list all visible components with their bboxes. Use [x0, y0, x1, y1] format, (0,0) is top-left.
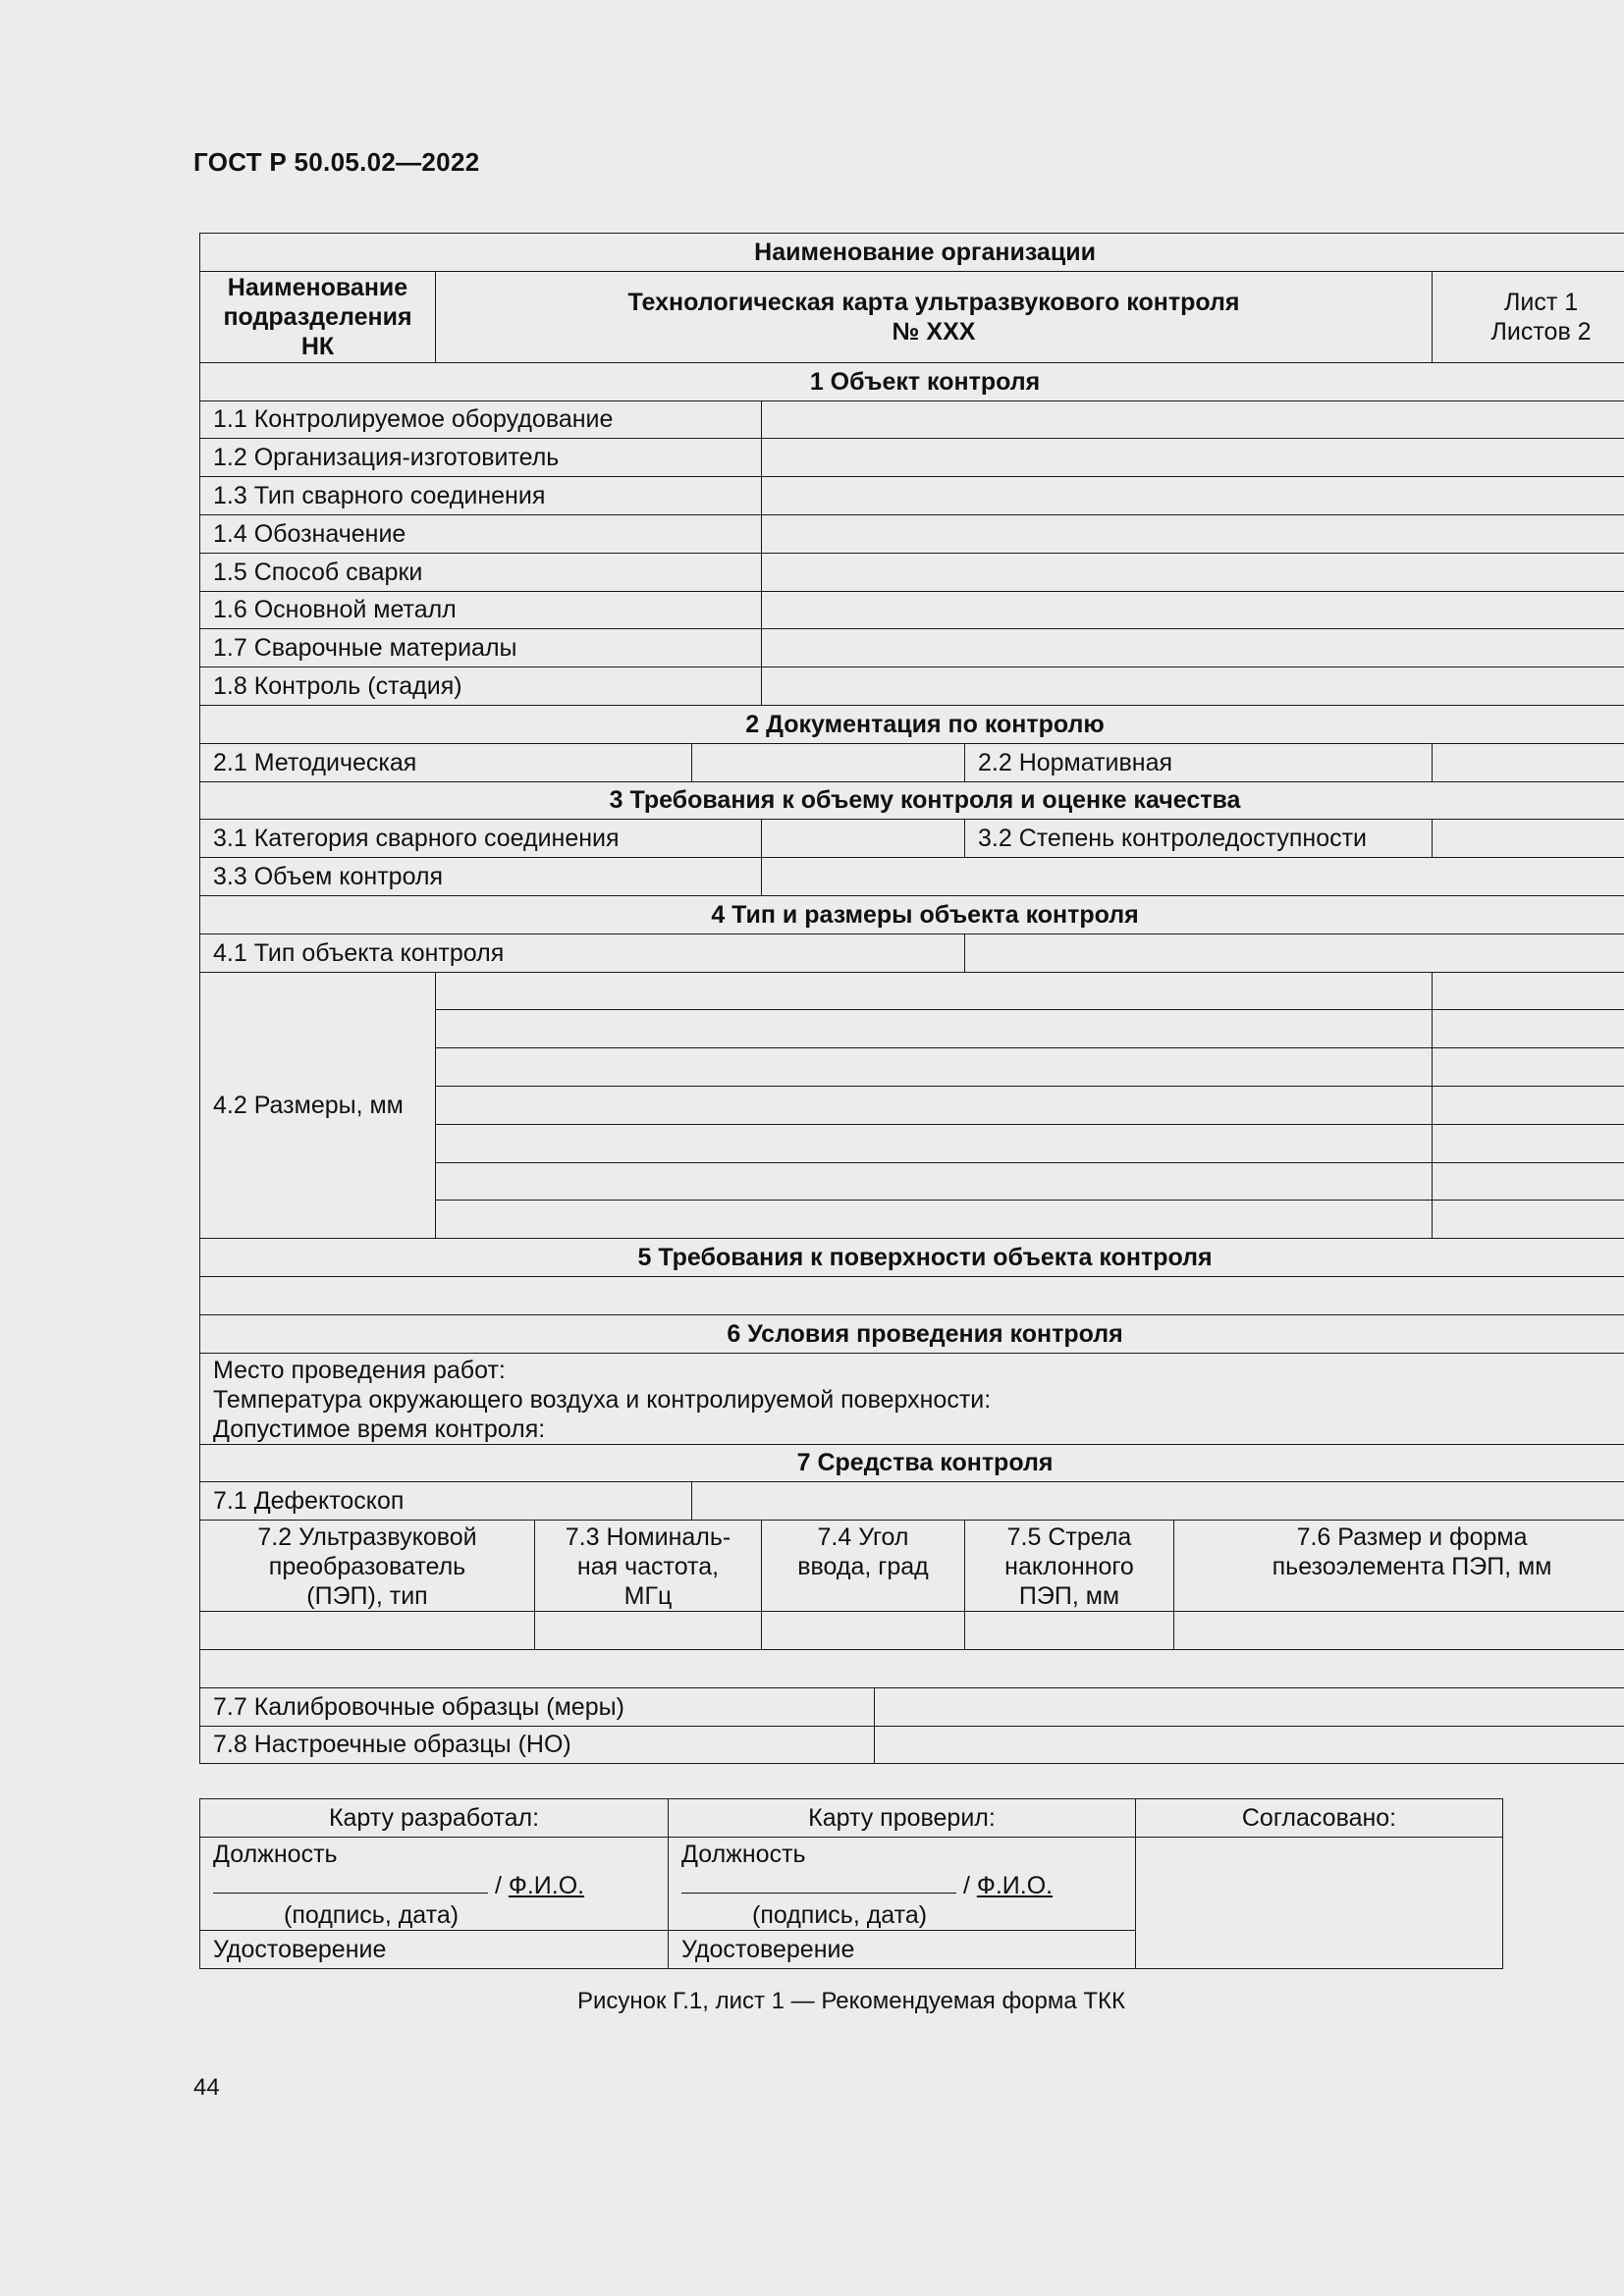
header-line: преобразователь	[268, 1553, 466, 1581]
work-place-line: Место проведения работ:	[213, 1356, 506, 1384]
control-volume-label: 3.3 Объем контроля	[200, 858, 762, 896]
sheets-total: Листов 2	[1490, 317, 1592, 346]
allowed-time-line: Допустимое время контроля:	[213, 1415, 546, 1443]
header-line: 7.3 Номиналь-	[565, 1523, 731, 1552]
entry-angle-value[interactable]	[762, 1612, 965, 1650]
signature-line-row: / Ф.И.О.	[213, 1869, 655, 1900]
dept-name-cell	[200, 271, 436, 362]
fio-label: Ф.И.О.	[976, 1871, 1054, 1899]
sign-date-label: (подпись, дата)	[752, 1900, 928, 1929]
size-value-cell[interactable]	[1433, 972, 1624, 1010]
s1-row-label: 1.8 Контроль (стадия)	[200, 667, 762, 706]
size-value-cell[interactable]	[1433, 1086, 1624, 1124]
section-1-title: 1 Объект контроля	[200, 362, 1624, 400]
section-4-title: 4 Тип и размеры объекта контроля	[200, 895, 1624, 934]
s1-row-value[interactable]	[762, 667, 1624, 706]
s1-row-label: 1.7 Сварочные материалы	[200, 629, 762, 667]
size-value-cell[interactable]	[1433, 1124, 1624, 1162]
header-line: (ПЭП), тип	[306, 1582, 428, 1611]
tuning-samples-label: 7.8 Настроечные образцы (НО)	[200, 1726, 875, 1764]
frequency-header	[535, 1521, 762, 1612]
s1-row-label: 1.4 Обозначение	[200, 514, 762, 553]
methodical-doc-label: 2.1 Методическая	[200, 743, 692, 781]
normative-doc-value[interactable]	[1433, 743, 1624, 781]
size-param-cell[interactable]	[436, 1086, 1433, 1124]
header-line: ПЭП, мм	[1018, 1582, 1120, 1611]
developed-by-header: Карту разработал:	[200, 1799, 669, 1838]
section-2-title: 2 Документация по контролю	[200, 705, 1624, 743]
fio-label: Ф.И.О.	[508, 1871, 585, 1899]
size-value-cell[interactable]	[1433, 1010, 1624, 1048]
entry-angle-header	[762, 1521, 965, 1612]
s1-row-label: 1.2 Организация-изготовитель	[200, 439, 762, 477]
dept-line: подразделения	[223, 302, 412, 331]
position-label: Должность	[213, 1840, 338, 1868]
s1-row-value[interactable]	[762, 477, 1624, 515]
probe-type-header	[200, 1521, 535, 1612]
s1-row-label: 1.1 Контролируемое оборудование	[200, 400, 762, 439]
flaw-detector-value[interactable]	[692, 1482, 1624, 1521]
temperature-line: Температура окружающего воздуха и контролируемой поверхности:	[213, 1385, 992, 1414]
probe-type-value[interactable]	[200, 1612, 535, 1650]
size-param-cell[interactable]	[436, 972, 1433, 1010]
size-param-cell[interactable]	[436, 1124, 1433, 1162]
checker-certificate: Удостоверение	[669, 1930, 1136, 1968]
agreed-header: Согласовано:	[1136, 1799, 1503, 1838]
surface-requirements-value[interactable]	[200, 1276, 1624, 1314]
object-type-label: 4.1 Тип объекта контроля	[200, 934, 965, 972]
section-3-title: 3 Требования к объему контроля и оценке качества	[200, 781, 1624, 820]
header-line: наклонного	[1004, 1553, 1134, 1581]
sheet-info-cell	[1433, 271, 1624, 362]
sign-date-label: (подпись, дата)	[284, 1900, 460, 1929]
developer-signature-cell[interactable]	[200, 1837, 669, 1930]
size-param-cell[interactable]	[436, 1010, 1433, 1048]
header-line: 7.4 Угол	[817, 1523, 909, 1552]
object-type-value[interactable]	[965, 934, 1624, 972]
element-size-header	[1174, 1521, 1624, 1612]
weld-category-value[interactable]	[762, 820, 965, 858]
section-5-title: 5 Требования к поверхности объекта контроля	[200, 1239, 1624, 1277]
weld-category-label: 3.1 Категория сварного соединения	[200, 820, 762, 858]
s1-row-label: 1.3 Тип сварного соединения	[200, 477, 762, 515]
size-value-cell[interactable]	[1433, 1048, 1624, 1087]
size-value-cell[interactable]	[1433, 1162, 1624, 1201]
accessibility-label: 3.2 Степень контроледоступности	[965, 820, 1433, 858]
size-param-cell[interactable]	[436, 1162, 1433, 1201]
section-7-title: 7 Средства контроля	[200, 1444, 1624, 1482]
card-title: Технологическая карта ультразвукового контроля	[627, 288, 1240, 316]
sizes-label: 4.2 Размеры, мм	[200, 972, 436, 1239]
position-label: Должность	[681, 1840, 806, 1868]
size-param-cell[interactable]	[436, 1048, 1433, 1087]
signature-line[interactable]	[681, 1869, 956, 1894]
section-6-title: 6 Условия проведения контроля	[200, 1314, 1624, 1353]
dept-line: НК	[300, 332, 335, 360]
frequency-value[interactable]	[535, 1612, 762, 1650]
s1-row-value[interactable]	[762, 400, 1624, 439]
conditions-cell[interactable]	[200, 1353, 1624, 1444]
developer-certificate: Удостоверение	[200, 1930, 669, 1968]
card-number: № XXX	[892, 317, 976, 346]
flaw-detector-label: 7.1 Дефектоскоп	[200, 1482, 692, 1521]
tuning-samples-value[interactable]	[875, 1726, 1624, 1764]
size-param-cell[interactable]	[436, 1201, 1433, 1239]
accessibility-value[interactable]	[1433, 820, 1624, 858]
s1-row-value[interactable]	[762, 514, 1624, 553]
s1-row-value[interactable]	[762, 591, 1624, 629]
header-line: 7.2 Ультразвуковой	[257, 1523, 477, 1552]
org-name-cell: Наименование организации	[200, 234, 1624, 272]
control-volume-value[interactable]	[762, 858, 1624, 896]
figure-caption: Рисунок Г.1, лист 1 — Рекомендуемая форма ТКК	[576, 1988, 1126, 2014]
normative-doc-label: 2.2 Нормативная	[965, 743, 1433, 781]
page-number: 44	[193, 2074, 220, 2101]
methodical-doc-value[interactable]	[692, 743, 965, 781]
tkk-form-table	[199, 233, 1624, 1764]
signature-table	[199, 1798, 1503, 1969]
document-header: ГОСТ Р 50.05.02—2022	[193, 147, 480, 177]
s1-row-value[interactable]	[762, 439, 1624, 477]
header-line: 7.6 Размер и форма	[1296, 1523, 1528, 1552]
s1-row-value[interactable]	[762, 629, 1624, 667]
checked-by-header: Карту проверил:	[669, 1799, 1136, 1838]
header-line: ная частота,	[576, 1553, 720, 1581]
calibration-samples-label: 7.7 Калибровочные образцы (меры)	[200, 1687, 875, 1726]
header-line: ввода, град	[797, 1553, 929, 1581]
checker-signature-cell[interactable]	[669, 1837, 1136, 1930]
agreed-signature-cell[interactable]	[1136, 1837, 1503, 1968]
s1-row-value[interactable]	[762, 553, 1624, 591]
signature-line-row: / Ф.И.О.	[681, 1869, 1122, 1900]
header-line: пьезоэлемента ПЭП, мм	[1272, 1553, 1552, 1581]
header-line: 7.5 Стрела	[1006, 1523, 1132, 1552]
instruments-extra-row[interactable]	[200, 1649, 1624, 1687]
s1-row-label: 1.6 Основной металл	[200, 591, 762, 629]
element-size-value[interactable]	[1174, 1612, 1624, 1650]
probe-arrow-header	[965, 1521, 1174, 1612]
size-value-cell[interactable]	[1433, 1201, 1624, 1239]
dept-line: Наименование	[227, 273, 408, 301]
signature-line[interactable]	[213, 1869, 488, 1894]
calibration-samples-value[interactable]	[875, 1687, 1624, 1726]
probe-arrow-value[interactable]	[965, 1612, 1174, 1650]
header-line: МГц	[623, 1582, 673, 1611]
s1-row-label: 1.5 Способ сварки	[200, 553, 762, 591]
card-title-cell	[436, 271, 1433, 362]
sheet-number: Лист 1	[1503, 288, 1579, 316]
